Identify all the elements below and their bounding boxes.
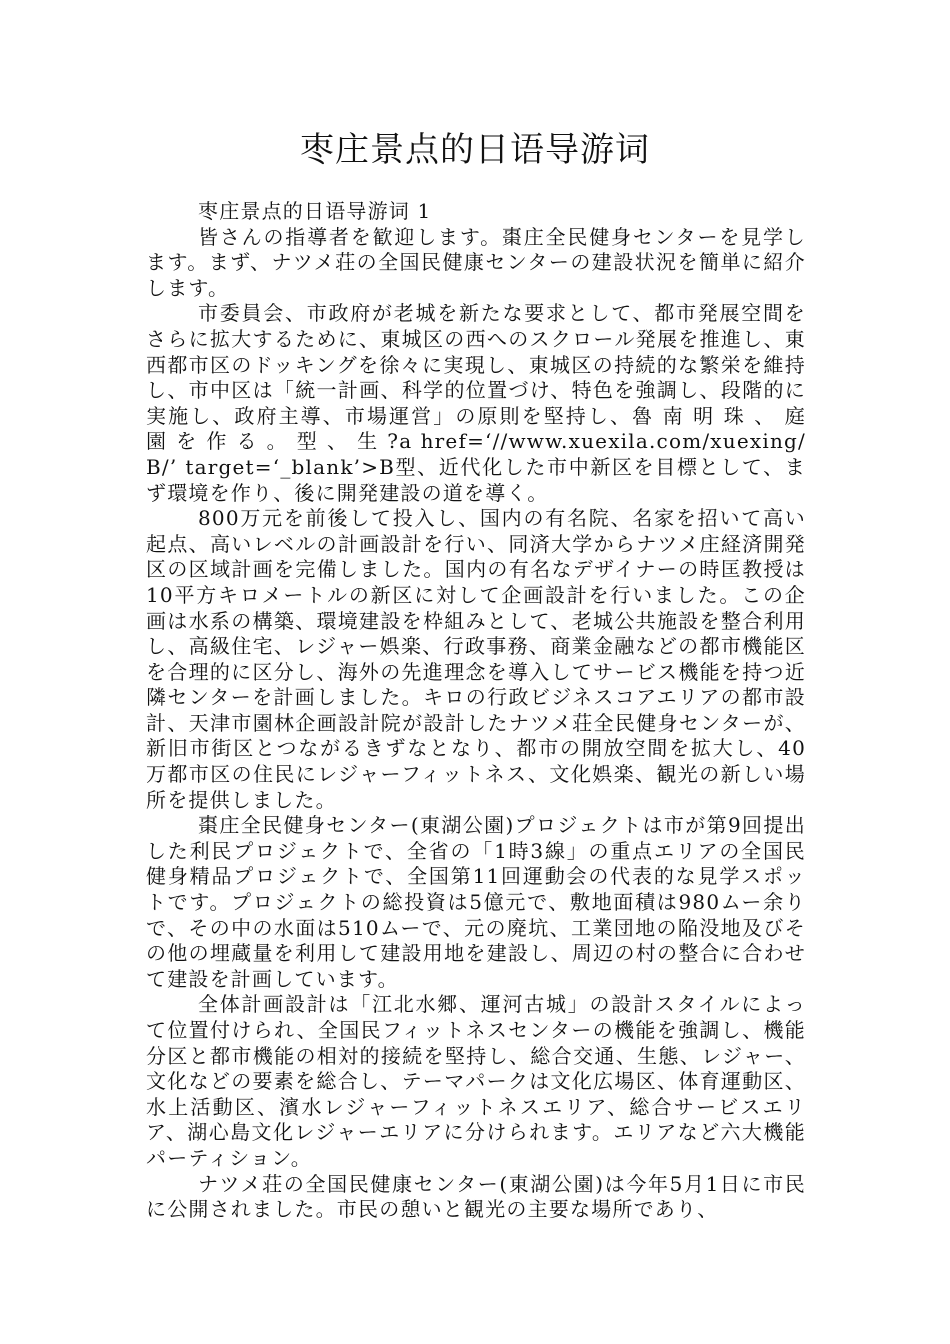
paragraph-project-overview: 棗庄全民健身センター(東湖公園)プロジェクトは市が第9回提出した利民プロジェクトで、全省の「1時3線」の重点エリアの全国民健身精品プロジェクトで、全国第11回運動会の代表的な見学スポットです。プロジェクトの総投資は5億元で、敷地面積は980ムー余りで、その中の水面は510ムーで、元の廃坑、工業団地の陥没地及びその他の埋蔵量を利用して建設用地を建設し、周辺の村の整合に合わせて建設を計画しています。: [146, 813, 806, 991]
paragraph-urban-development: 市委員会、市政府が老城を新たな要求として、都市発展空間をさらに拡大するために、東城区の西へのスクロール発展を推進し、東西都市区のドッキングを徐々に実現し、東城区の持続的な繁栄を維持し、市中区は「統一計画、科学的位置づけ、特色を強調し、段階的に実施し、政府主導、市場運営」の原則を堅持し、魯 南 明 珠 、 庭 園 を 作 る 。 型 、 生 ?a href=‘//www.xuexila.com/xuexing/B/’ target=‘_blank’>B型、近代化した市中新区を目標として、まず環境を作り、後に開発建設の道を導く。: [146, 301, 806, 505]
document-subtitle: 枣庄景点的日语导游词 1: [198, 199, 432, 223]
paragraph-intro: 皆さんの指導者を歓迎します。棗庄全民健身センターを見学します。まず、ナツメ荘の全国民健康センターの建設状況を簡単に紹介します。: [146, 224, 806, 300]
paragraph-opening: ナツメ荘の全国民健康センター(東湖公園)は今年5月1日に市民に公開されました。市民の憩いと観光の主要な場所であり、: [146, 1171, 806, 1222]
document-title: 枣庄景点的日语导游词: [300, 130, 650, 170]
paragraph-master-plan: 全体計画設計は「江北水郷、運河古城」の設計スタイルによって位置付けられ、全国民フィットネスセンターの機能を強調し、機能分区と都市機能の相対的接続を堅持し、総合交通、生態、レジャー、文化などの要素を総合し、テーマパークは文化広場区、体育運動区、水上活動区、濱水レジャーフィットネスエリア、総合サービスエリア、湖心島文化レジャーエリアに分けられます。エリアなど六大機能パーティション。: [146, 992, 806, 1170]
document-body: [146, 199, 806, 1223]
paragraph-planning-design: 800万元を前後して投入し、国内の有名院、名家を招いて高い起点、高いレベルの計画設計を行い、同済大学からナツメ庄経済開発区の区域計画を完備しました。国内の有名なデザイナーの時匡教授は10平方キロメートルの新区に対して企画設計を行いました。この企画は水系の構築、環境建設を枠組みとして、老城公共施設を整合利用し、高級住宅、レジャー娯楽、行政事務、商業金融などの都市機能区を合理的に区分し、海外の先進理念を導入してサービス機能を持つ近隣センターを計画しました。キロの行政ビジネスコアエリアの都市設計、天津市園林企画設計院が設計したナツメ荘全民健身センターが、新旧市街区とつながるきずなとなり、都市の開放空間を拡大し、40万都市区の住民にレジャーフィットネス、文化娯楽、観光の新しい場所を提供しました。: [146, 506, 806, 812]
